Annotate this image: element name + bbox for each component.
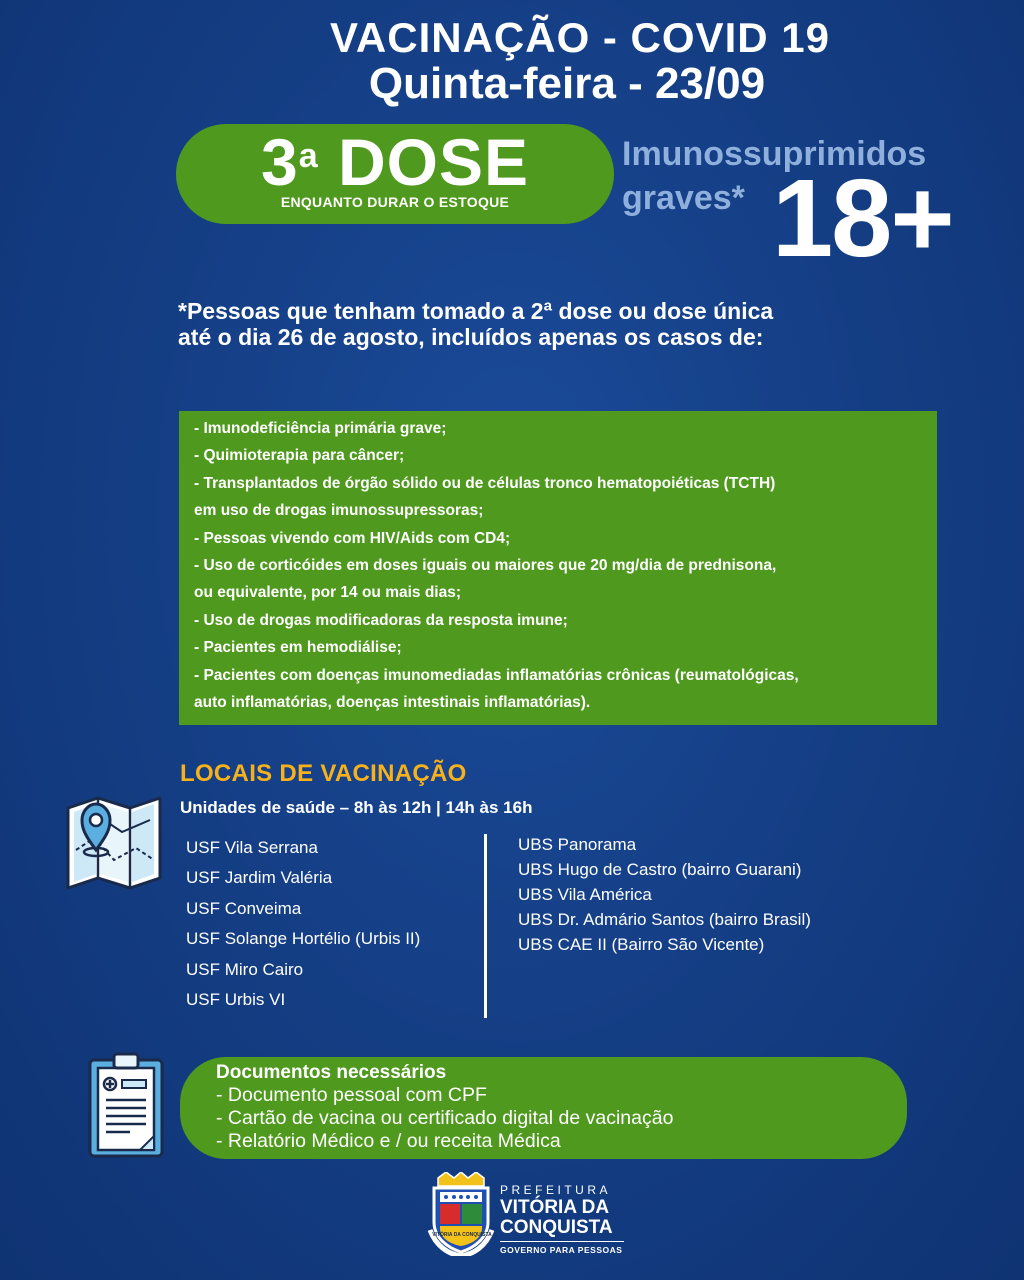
dose-ordinal: a <box>298 137 319 175</box>
dose-stock-note: ENQUANTO DURAR O ESTOQUE <box>280 194 510 210</box>
logo-tagline: GOVERNO PARA PESSOAS <box>500 1241 624 1256</box>
conditions-list <box>194 415 929 716</box>
dose-number: 3 <box>260 125 299 199</box>
eligibility-note-line: até o dia 26 de agosto, incluídos apenas os casos de: <box>178 324 764 350</box>
location-item: UBS Panorama <box>518 835 637 854</box>
document-item: - Documento pessoal com CPF <box>216 1084 487 1106</box>
group-label-line2: graves* <box>622 179 745 217</box>
city-seal-logo <box>426 1172 496 1256</box>
locations-list-ubs <box>518 832 811 957</box>
location-item: USF Vila Serrana <box>186 838 318 857</box>
page-subtitle-date: Quinta-feira - 23/09 <box>368 59 766 108</box>
location-item: USF Solange Hortélio (Urbis II) <box>186 929 421 949</box>
page-title: VACINAÇÃO - COVID 19 <box>330 14 830 61</box>
logo-city-line1: VITÓRIA DA <box>500 1197 610 1218</box>
location-item: USF Jardim Valéria <box>186 868 333 888</box>
dose-title <box>176 124 614 200</box>
logo-prefix: PREFEITURA <box>500 1183 612 1197</box>
opening-hours: Unidades de saúde – 8h às 12h | 14h às 16h <box>180 798 533 817</box>
column-divider <box>484 834 487 1018</box>
condition-item: auto inflamatórias, doenças intestinais inflamatórias). <box>194 694 591 712</box>
condition-item: - Transplantados de órgão sólido ou de células tronco hematopoiéticas (TCTH) <box>194 474 776 492</box>
condition-item: - Quimioterapia para câncer; <box>194 447 405 465</box>
locations-title: LOCAIS DE VACINAÇÃO <box>180 760 467 787</box>
location-item: UBS Dr. Admário Santos (bairro Brasil) <box>518 910 811 929</box>
condition-item: ou equivalente, por 14 ou mais dias; <box>194 584 462 602</box>
age-badge: 18+ <box>772 157 953 280</box>
dose-word: DOSE <box>337 125 530 199</box>
eligibility-note <box>178 298 898 350</box>
documents-list <box>216 1084 673 1153</box>
location-item: UBS Hugo de Castro (bairro Guarani) <box>518 860 802 879</box>
location-item: USF Miro Cairo <box>186 959 304 979</box>
city-seal-ribbon: VITÓRIA DA CONQUISTA <box>432 1232 492 1238</box>
eligibility-note-line: *Pessoas que tenham tomado a 2ª dose ou dose única <box>178 298 774 324</box>
location-item: USF Urbis VI <box>186 990 286 1010</box>
condition-item: - Pacientes em hemodiálise; <box>194 639 402 657</box>
condition-item: - Imunodeficiência primária grave; <box>194 420 447 437</box>
logo-city-line2: CONQUISTA <box>500 1217 613 1238</box>
locations-list-usf <box>186 833 420 1015</box>
document-item: - Cartão de vacina ou certificado digital de vacinação <box>216 1107 674 1129</box>
condition-item: em uso de drogas imunossupressoras; <box>194 502 484 520</box>
location-item: UBS Vila América <box>518 885 652 904</box>
clipboard-icon <box>86 1050 166 1160</box>
document-item: - Relatório Médico e / ou receita Médica <box>216 1130 561 1152</box>
documents-title: Documentos necessários <box>216 1062 447 1083</box>
location-item: USF Conveima <box>186 898 302 918</box>
city-logo-text <box>500 1182 624 1256</box>
condition-item: - Uso de corticóides em doses iguais ou maiores que 20 mg/dia de prednisona, <box>194 557 777 575</box>
condition-item: - Uso de drogas modificadoras da resposta imune; <box>194 611 568 629</box>
condition-item: - Pessoas vivendo com HIV/Aids com CD4; <box>194 529 511 547</box>
location-item: UBS CAE II (Bairro São Vicente) <box>518 935 765 954</box>
condition-item: - Pacientes com doenças imunomediadas inflamatórias crônicas (reumatológicas, <box>194 666 799 684</box>
map-pin-icon <box>64 790 164 890</box>
group-label-line1: Imunossuprimidos <box>622 135 927 173</box>
